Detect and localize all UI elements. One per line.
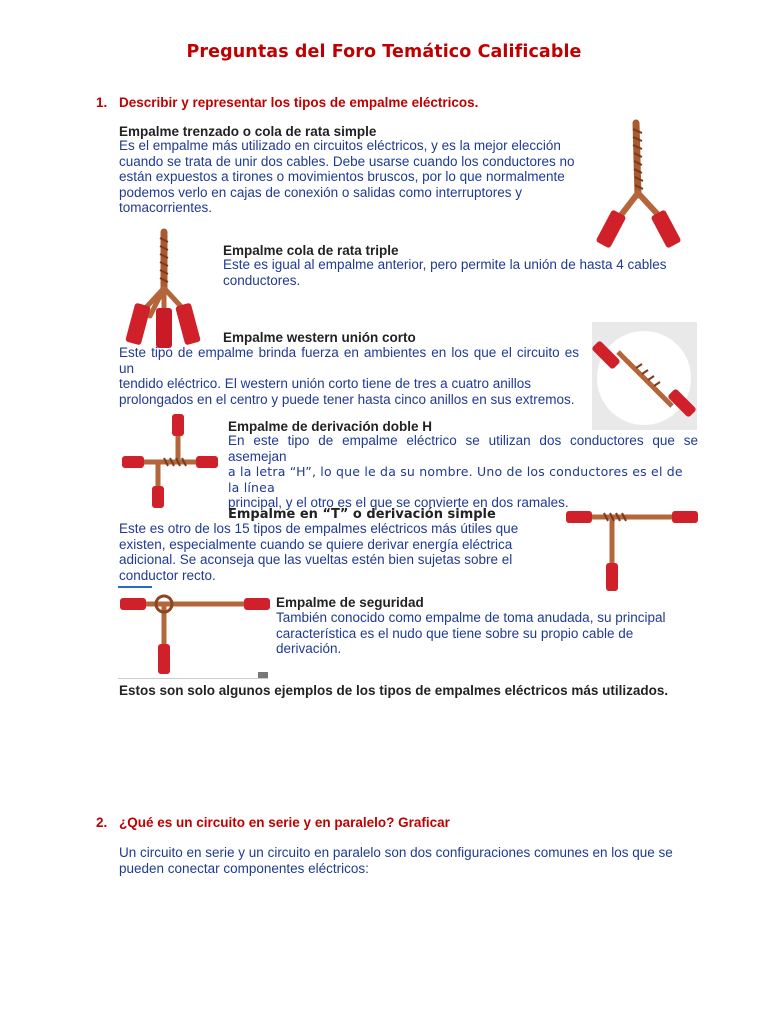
- section-body-triple: [223, 257, 693, 288]
- body-line: prolongados en el centro y puede tener hasta cinco anillos en sus extremos.: [119, 391, 575, 407]
- section-body-seguridad: [276, 610, 696, 657]
- page-title: Preguntas del Foro Temático Calificable: [186, 42, 582, 62]
- body-line: característica es el nudo que tiene sobre su propio cable de derivación.: [276, 625, 634, 657]
- t-splice-image: [566, 505, 698, 595]
- body-line: En este tipo de empalme eléctrico se utilizan dos conductores que se asemejan: [228, 433, 698, 464]
- double-h-splice-image: [120, 410, 220, 514]
- safety-splice-image: [118, 586, 270, 682]
- question-2-text: ¿Qué es un circuito en serie y en paralelo? Graficar: [119, 815, 450, 830]
- question-2-body: [119, 845, 719, 876]
- body-line: tomacorrientes.: [119, 200, 213, 216]
- section-heading-doble-h: Empalme de derivación doble H: [228, 419, 433, 434]
- section-body-trenzado: [119, 138, 579, 216]
- body-line: Este tipo de empalme brinda fuerza en ambientes en los que el circuito es un: [119, 345, 579, 376]
- section-heading-seguridad: Empalme de seguridad: [276, 595, 424, 610]
- body-line: existen, especialmente cuando se quiere derivar energía eléctrica: [119, 536, 513, 552]
- section-body-t: [119, 521, 553, 583]
- body-line: También conocido como empalme de toma anudada, su principal: [276, 610, 666, 625]
- question-2-number: 2.: [96, 815, 108, 830]
- section-heading-triple: Empalme cola de rata triple: [223, 243, 399, 258]
- body-line: Este es otro de los 15 tipos de empalmes eléctricos más útiles que: [119, 521, 519, 536]
- section-body-doble-h: [228, 433, 698, 511]
- body-line: Este es igual al empalme anterior, pero permite la unión de hasta 4 cables: [223, 257, 667, 272]
- question-1-text: Describir y representar los tipos de empalme eléctricos.: [119, 95, 479, 110]
- section-body-western: [119, 345, 579, 407]
- body-line: podemos verlo en cajas de conexión o salidas como interruptores y: [119, 184, 522, 200]
- section-heading-western: Empalme western unión corto: [223, 330, 416, 345]
- body-line: Es el empalme más utilizado en circuitos eléctricos, y es la mejor elección: [119, 138, 561, 153]
- triple-splice-image: [120, 228, 212, 348]
- section-heading-trenzado: Empalme trenzado o cola de rata simple: [119, 124, 377, 139]
- body-line: conductor recto.: [119, 567, 216, 583]
- y-splice-image: [596, 115, 688, 247]
- body-line: conductores.: [223, 272, 301, 288]
- section-heading-t: Empalme en “T” o derivación simple: [228, 507, 496, 522]
- body-line: pueden conectar componentes eléctricos:: [119, 860, 369, 876]
- body-line: a la letra “H”, lo que le da su nombre. Uno de los conductores es el de la línea: [228, 464, 683, 495]
- body-line: principal, y el otro es el que se convierte en dos ramales.: [228, 495, 569, 511]
- body-line: tendido eléctrico. El western unión corto tiene de tres a cuatro anillos: [119, 376, 531, 392]
- body-line: adicional. Se aconseja que las vueltas estén bien sujetas sobre el: [119, 552, 513, 568]
- western-union-image: [592, 322, 697, 430]
- body-line: Un circuito en serie y un circuito en paralelo son dos configuraciones comunes en los que se: [119, 845, 673, 860]
- body-line: están expuestos a tirones o movimientos bruscos, por lo que normalmente: [119, 169, 565, 185]
- body-line: cuando se trata de unir dos cables. Debe usarse cuando los conductores no: [119, 153, 575, 169]
- closing-statement: Estos son solo algunos ejemplos de los tipos de empalmes eléctricos más utilizados.: [119, 683, 669, 698]
- question-1-number: 1.: [96, 95, 108, 110]
